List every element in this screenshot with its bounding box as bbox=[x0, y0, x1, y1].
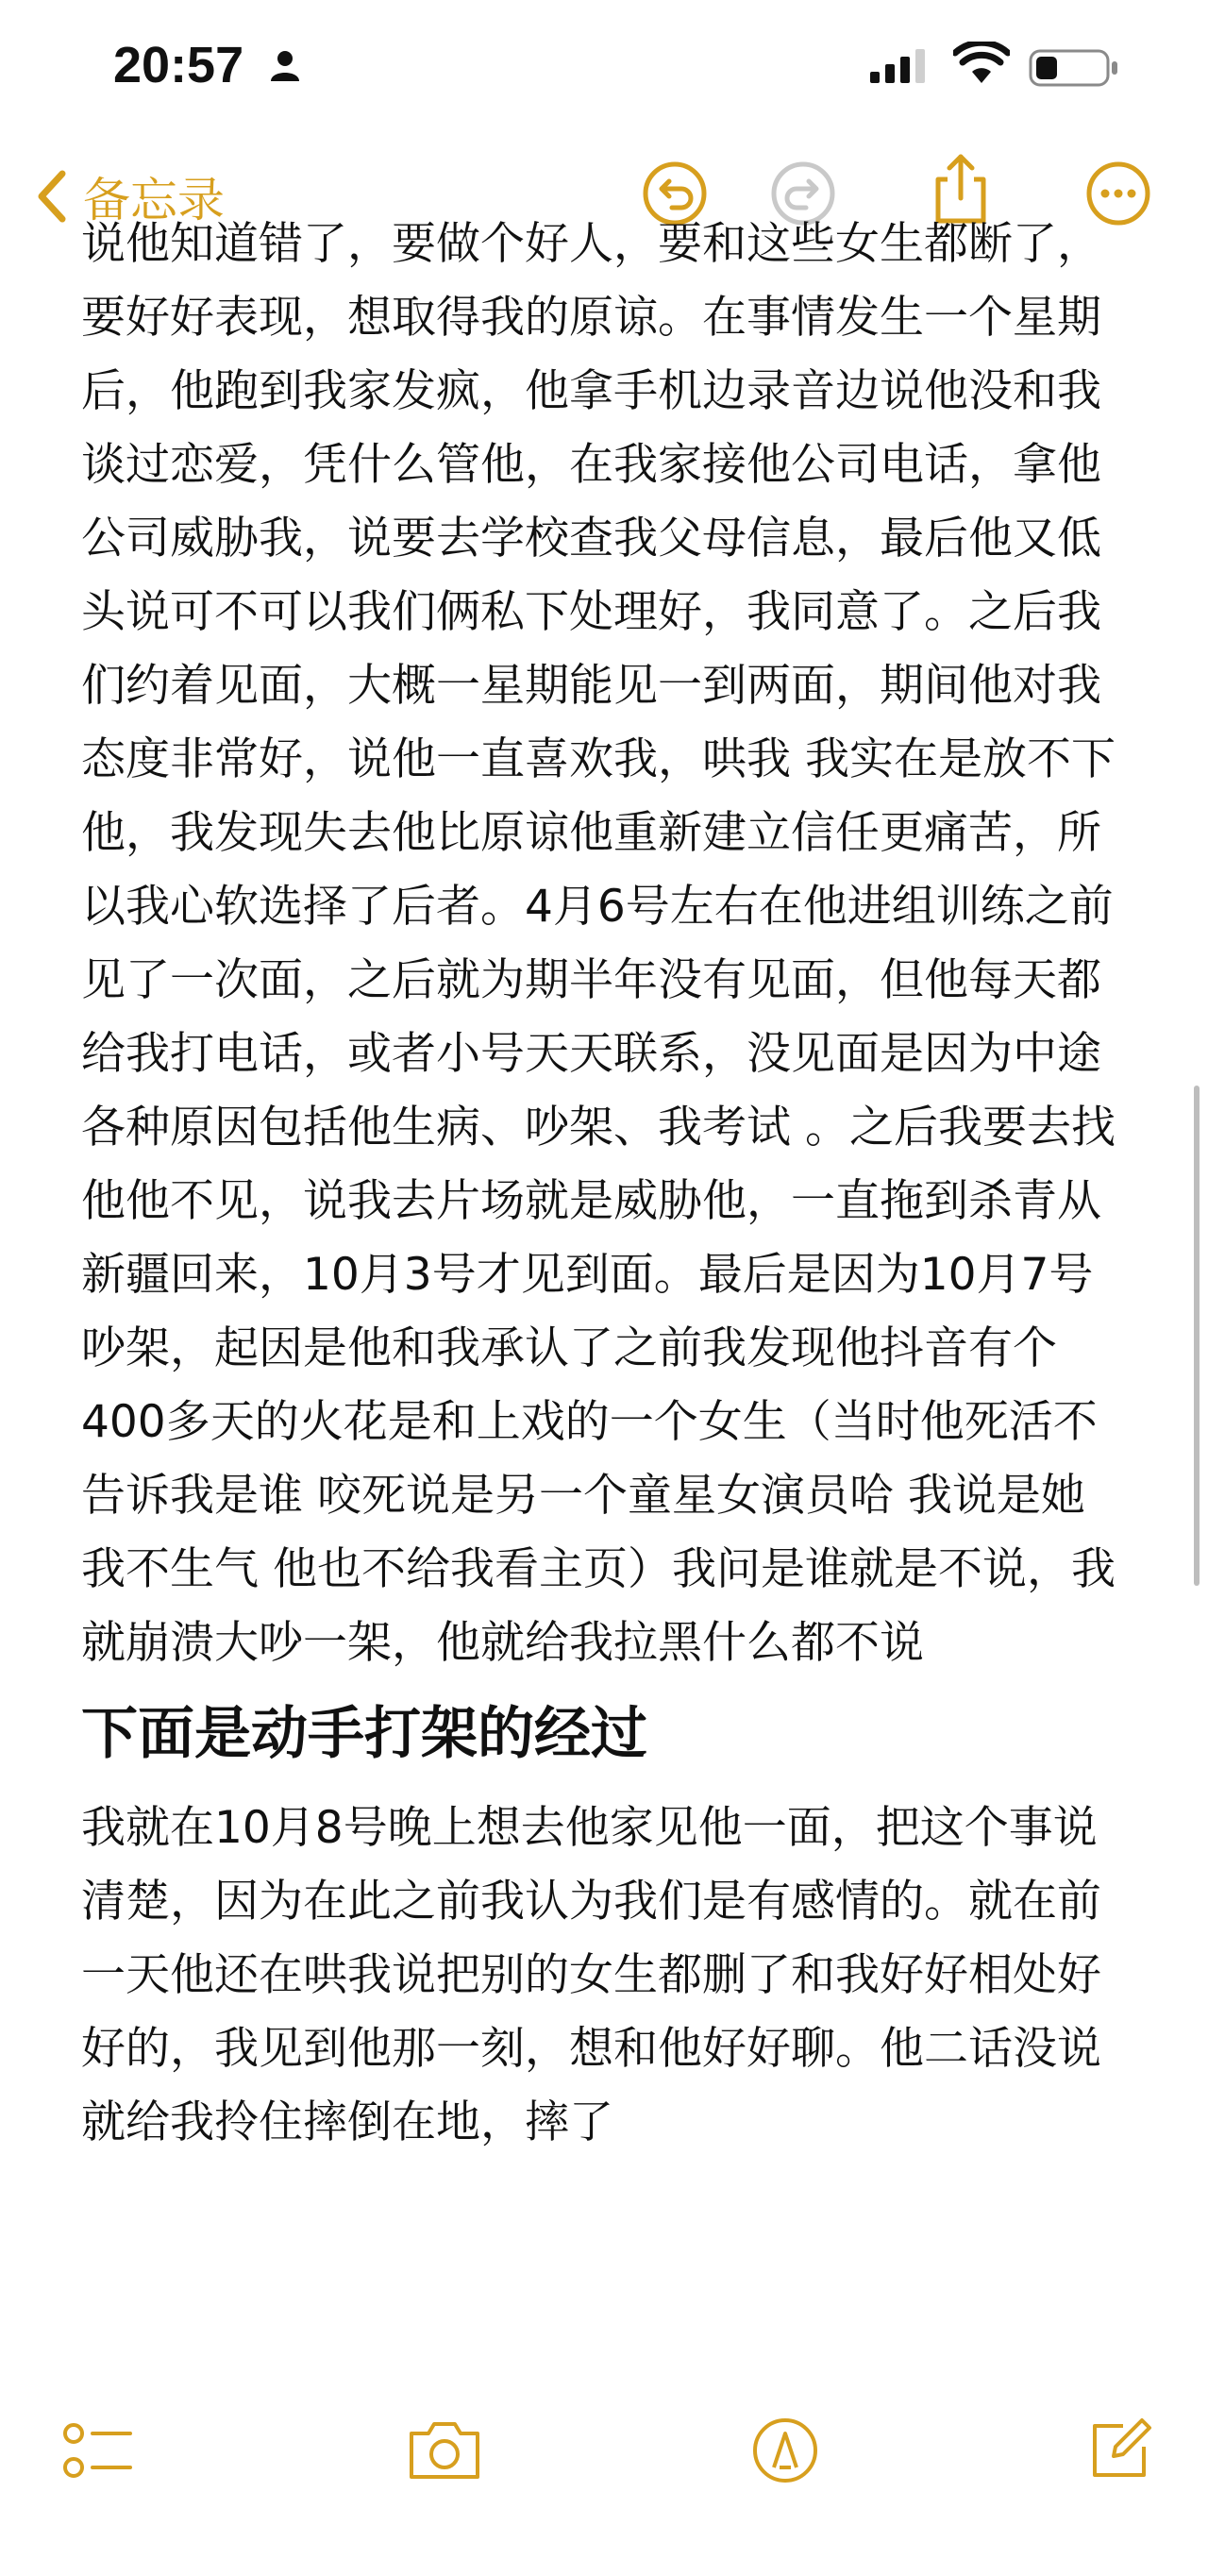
status-bar bbox=[0, 0, 1208, 142]
checklist-icon[interactable] bbox=[62, 2416, 134, 2484]
person-icon bbox=[269, 49, 301, 81]
camera-icon[interactable] bbox=[406, 2416, 483, 2483]
note-paragraph: 说他知道错了，要做个好人，要和这些女生都断了，要好好表现，想取得我的原谅。在事情发生一个星期后，他跑到我家发疯，他拿手机边录音边说他没和我谈过恋爱，凭什么管他，在我家接他公司电话，拿他公司威胁我，说要去学校查我父母信息，最后他又低头说可不可以我们俩私下处理好，我同意了。之后我们约着见面，大概一星期能见一到两面，期间他对我态度非常好，说他一直喜欢我，哄我 我实在是放不下他，我发现失去他比原谅他重新建立信任更痛苦，所以我心软选择了后者。4月6号左右在他进组训练之前见了一次面，之后就为期半年没有见面，但他每天都给我打电话，或者小号天天联系，没见面是因为中途各种原因包括他生病、吵架、我考试 。之后我要去找他他不见，说我去片场就是威胁他，一直拖到杀青从新疆回来，10月3号才见到面。最后是因为10月7号吵架，起因是他和我承认了之前我发现他抖音有个400多天的火花是和上戏的一个女生（当时他死活不告诉我是谁 咬死说是另一个童星女演员哈 我说是她我不生气 他也不给我看主页）我问是谁就是不说，我就崩溃大吵一架，他就给我拉黑什么都不说 bbox=[81, 218, 1116, 1669]
battery-icon bbox=[1029, 49, 1119, 87]
note-heading: 下面是动手打架的经过 bbox=[81, 1701, 647, 1767]
wifi-icon bbox=[953, 42, 1010, 85]
note-paragraph: 我就在10月8号晚上想去他家见他一面，把这个事说清楚，因为在此之前我认为我们是有感情的。就在前一天他还在哄我说把别的女生都删了和我好好相处好好的，我见到他那一刻，想和他好好聊。他二话没说就给我拎住摔倒在地，摔了 bbox=[81, 1802, 1101, 2148]
bottom-toolbar bbox=[0, 2369, 1208, 2576]
cellular-signal-icon bbox=[870, 47, 936, 85]
markup-icon[interactable] bbox=[751, 2416, 819, 2484]
chevron-left-icon bbox=[36, 168, 68, 225]
compose-icon[interactable] bbox=[1085, 2416, 1153, 2484]
back-label: 备忘录 bbox=[83, 173, 225, 227]
status-time: 20:57 bbox=[113, 37, 244, 93]
scrollbar[interactable] bbox=[1194, 1086, 1200, 1586]
note-body[interactable] bbox=[81, 208, 1129, 2160]
